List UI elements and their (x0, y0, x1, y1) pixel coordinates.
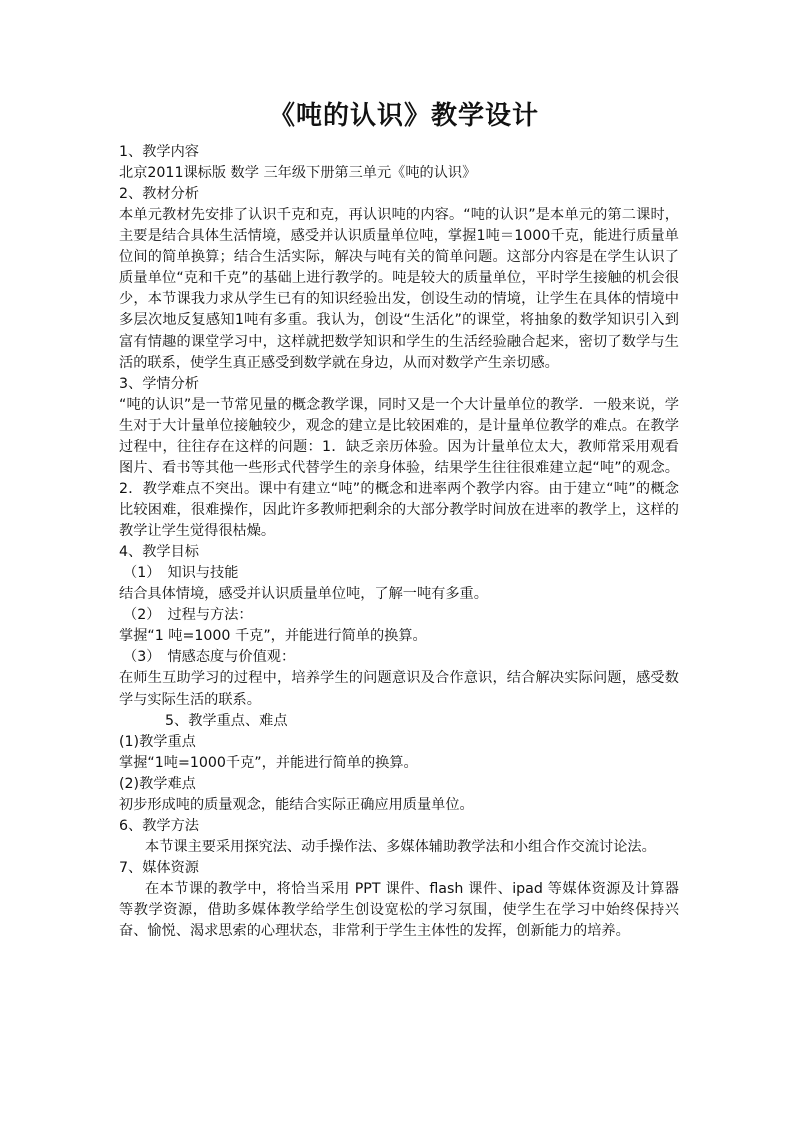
goal-2-text: 掌握“1 吨=1000 千克”，并能进行简单的换算。 (119, 628, 427, 645)
key-point-text: 掌握“1吨=1000千克”，并能进行简单的换算。 (119, 754, 418, 771)
document-title: 《吨的认识》教学设计 (269, 101, 540, 131)
goal-2-heading: （2） 过程与方法： (123, 607, 253, 624)
document-page (119, 96, 679, 942)
difficulty-text: 初步形成吨的质量观念，能结合实际正确应用质量单位。 (119, 796, 474, 813)
goal-3-heading: （3） 情感态度与价值观： (123, 649, 296, 666)
section-7-heading: 7、媒体资源 (119, 859, 199, 876)
section-3-heading: 3、学情分析 (119, 375, 199, 392)
section-4-heading: 4、教学目标 (119, 544, 199, 561)
goal-1-text: 结合具体情境，感受并认识质量单位吨，了解一吨有多重。 (119, 586, 488, 603)
key-point-heading: (1)教学重点 (119, 733, 196, 750)
section-3-text: “吨的认识”是一节常见量的概念教学课，同时又是一个大计量单位的教学．一般来说，学生对于大计量单位接触较少，观念的建立是比较困难的，是计量单位教学的难点。在教学过程中，往往存在这样的问题：1．缺乏亲历体验。因为计量单位太大，教师常采用观看图片、看书等其他一些形式代替学生的亲身体验，结果学生往往很难建立起“吨”的观念。2．教学难点不突出。课中有建立“吨”的概念和进率两个教学内容。由于建立“吨”的概念比较困难，很难操作，因此许多教师把剩余的大部分教学时间放在进率的教学上，这样的教学让学生觉得很枯燥。 (119, 396, 679, 540)
difficulty-heading: (2)教学难点 (119, 775, 196, 792)
section-7-text: 在本节课的教学中，将恰当采用 PPT 课件、flash 课件、ipad 等媒体资源及计算器等教学资源，借助多媒体教学给学生创设宽松的学习氛围，使学生在学习中始终保持兴奋、愉悦、渴求思索的心理状态，非常利于学生主体性的发挥，创新能力的培养。 (119, 880, 679, 939)
section-1-heading: 1、教学内容 (119, 144, 199, 160)
section-6-heading: 6、教学方法 (119, 817, 199, 834)
section-1-text: 北京2011课标版 数学 三年级下册第三单元《吨的认识》 (119, 165, 477, 181)
section-6-text: 本节课主要采用探究法、动手操作法、多媒体辅助教学法和小组合作交流讨论法。 (145, 838, 656, 855)
section-2-text: 本单元教材先安排了认识千克和克，再认识吨的内容。“吨的认识”是本单元的第二课时，主要是结合具体生活情境，感受并认识质量单位吨，掌握1吨＝1000千克，能进行质量单位间的简单换算；结合生活实际，解决与吨有关的简单问题。这部分内容是在学生认识了质量单位“克和千克”的基础上进行教学的。吨是较大的质量单位，平时学生接触的机会很少，本节课我力求从学生已有的知识经验出发，创设生动的情境，让学生在具体的情境中多层次地反复感知1吨有多重。我认为，创设“生活化”的课堂，将抽象的数学知识引入到富有情趣的课堂学习中，这样就把数学知识和学生的生活经验融合起来，密切了数学与生活的联系，使学生真正感受到数学就在身边，从而对数学产生亲切感。 (119, 207, 679, 371)
section-5-heading: 5、教学重点、难点 (165, 712, 288, 729)
goal-1-heading: （1） 知识与技能 (123, 565, 239, 582)
goal-3-text: 在师生互助学习的过程中，培养学生的问题意识及合作意识，结合解决实际问题，感受数学与实际生活的联系。 (119, 670, 679, 708)
section-2-heading: 2、教材分析 (119, 186, 199, 202)
